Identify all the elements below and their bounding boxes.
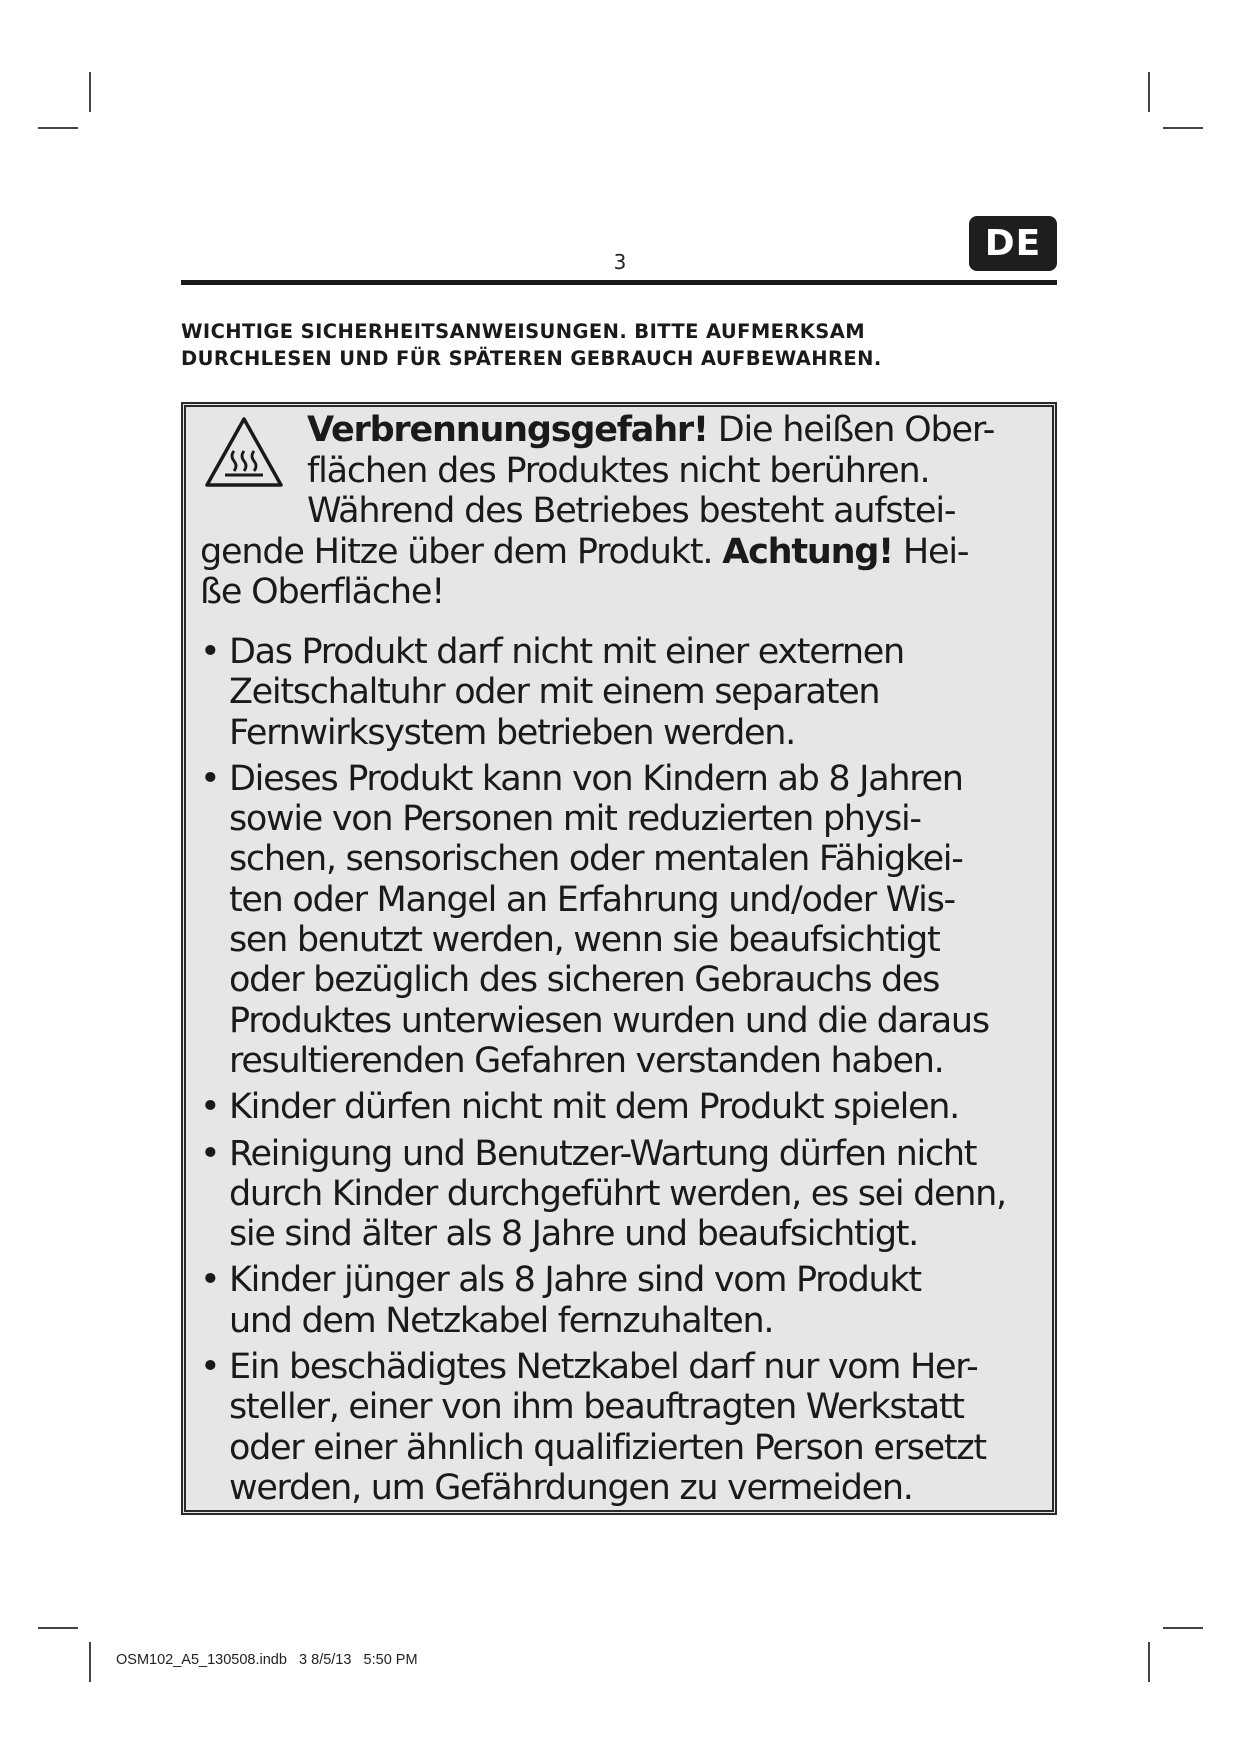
slug-file: OSM102_A5_130508.indb — [116, 1652, 287, 1668]
list-item: • Ein beschädigtes Netzkabel darf nur vom Her- steller, einer von ihm beauftragten Werkstatt oder einer ähnlich qualifizierten Person ersetzt werden, um Gefährdungen zu vermeiden. — [200, 1347, 986, 1508]
crop-mark-top-left-vertical — [89, 72, 91, 112]
slug-page: 3 — [299, 1652, 308, 1668]
bullet-icon: • — [200, 1133, 220, 1174]
attention-label: Achtung! — [722, 531, 893, 572]
bullet-icon: • — [200, 632, 220, 672]
crop-mark-bottom-right-vertical — [1148, 1642, 1150, 1682]
bullet-icon: • — [200, 1260, 220, 1301]
bullet-icon: • — [200, 758, 220, 799]
slug-time: 5:50 PM — [363, 1652, 418, 1668]
crop-mark-top-right-vertical — [1148, 72, 1150, 112]
bullet-icon: • — [200, 1087, 220, 1128]
list-item: • Kinder dürfen nicht mit dem Produkt spielen. — [200, 1087, 960, 1128]
burn-hazard-label: Verbrennungsgefahr! — [307, 410, 708, 450]
list-item: • Kinder jünger als 8 Jahre sind vom Produkt und dem Netzkabel fernzuhalten. — [200, 1260, 921, 1341]
list-item: • Das Produkt darf nicht mit einer externen Zeitschaltuhr oder mit einem separaten Fernwirksystem betrieben werden. — [200, 632, 904, 753]
crop-mark-bottom-left-vertical — [89, 1642, 91, 1682]
safety-bullet-list — [196, 632, 1041, 1514]
heading-line-2: DURCHLESEN UND FÜR SPÄTEREN GEBRAUCH AUFBEWAHREN. — [181, 347, 882, 370]
safety-instructions-heading — [181, 318, 1061, 372]
burn-hazard-intro: Verbrennungsgefahr! Die heißen Ober- flächen des Produktes nicht berühren. Während des Betriebes besteht aufstei- gende Hitze über dem Produkt. Achtung! Hei- ße Oberfläche! — [200, 410, 995, 612]
heading-line-1: WICHTIGE SICHERHEITSANWEISUNGEN. BITTE AUFMERKSAM — [181, 320, 866, 343]
bullet-icon: • — [200, 1347, 220, 1388]
warning-box — [181, 402, 1057, 1515]
language-badge: DE — [969, 216, 1057, 271]
slug-date: 8/5/13 — [311, 1652, 352, 1668]
list-item: • Reinigung und Benutzer-Wartung dürfen nicht durch Kinder durchgeführt werden, es sei denn, sie sind älter als 8 Jahre und beaufsichtigt. — [200, 1133, 1006, 1255]
crop-mark-top-left-horizontal — [38, 127, 78, 129]
page-number: 3 — [613, 250, 627, 274]
print-slug-footer — [116, 1652, 418, 1668]
crop-mark-bottom-right-horizontal — [1163, 1627, 1203, 1629]
crop-mark-top-right-horizontal — [1163, 127, 1203, 129]
header-rule — [181, 280, 1057, 285]
list-item: • Dieses Produkt kann von Kindern ab 8 Jahren sowie von Personen mit reduzierten physi- schen, sensorischen oder mentalen Fähigkei- ten oder Mangel an Erfahrung und/oder Wis- sen benutzt werden, wenn sie beaufsichtigt oder bezüglich des sicheren Gebrauchs des Produktes unterwiesen wurden und die daraus resultierenden Gefahren verstanden haben. — [200, 758, 989, 1081]
crop-mark-bottom-left-horizontal — [38, 1627, 78, 1629]
